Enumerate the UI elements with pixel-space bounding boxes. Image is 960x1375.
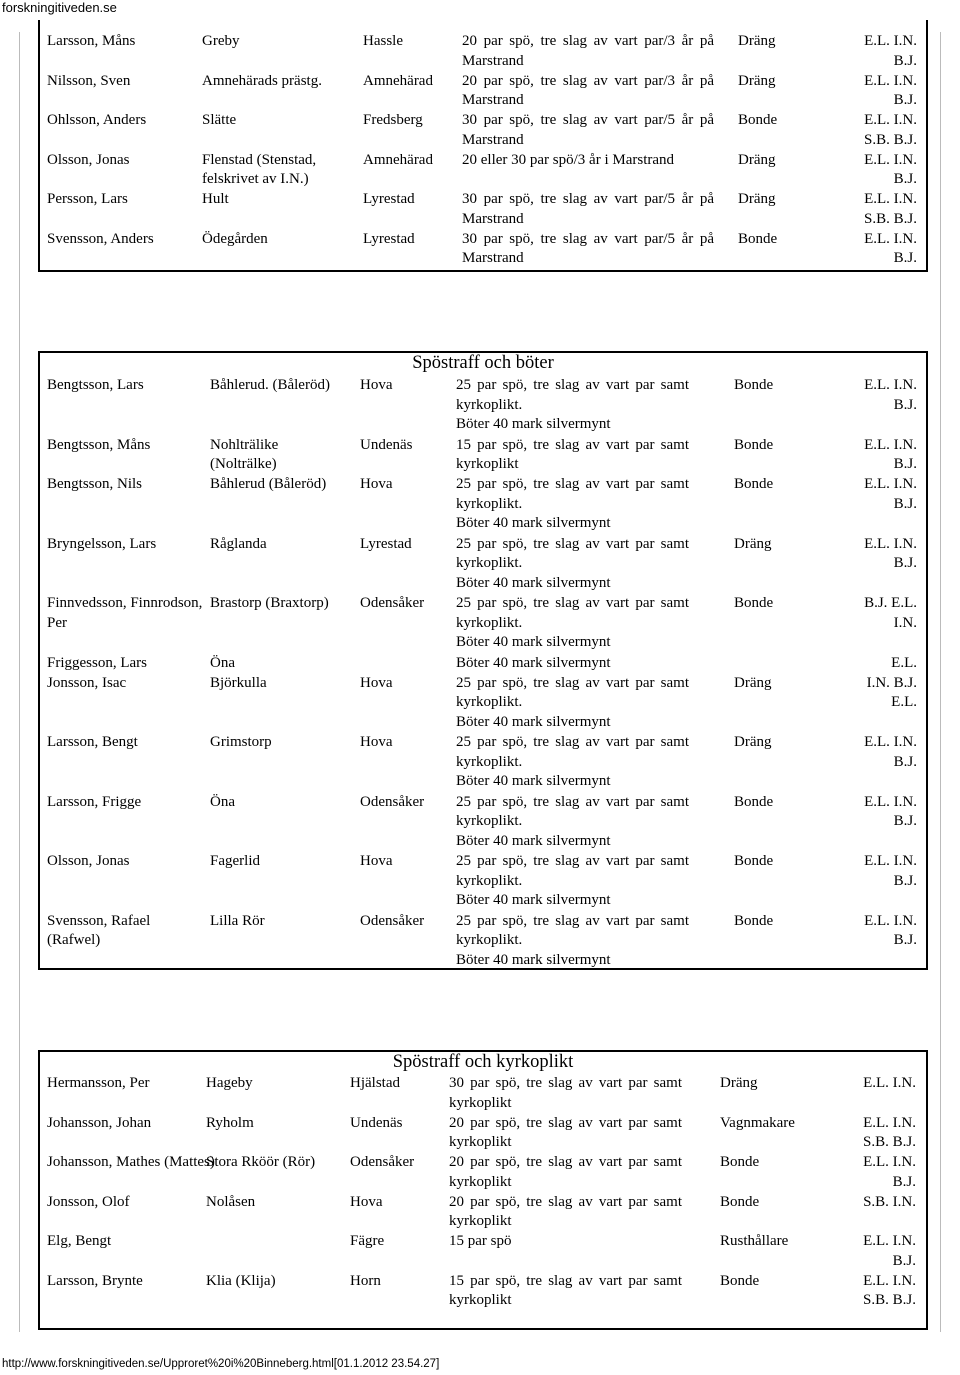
parish-name: Hassle — [363, 33, 403, 49]
source-ref: E.L. I.N. — [864, 151, 917, 168]
farm-name: Björkulla — [210, 674, 267, 691]
punishment-text: 15 par spö, tre slag av vart par samt kyrkoplikt — [449, 1272, 682, 1309]
person-name: Svensson, Anders — [47, 230, 154, 247]
occupation: Bonde — [734, 853, 774, 869]
parish-name: Lyrestad — [363, 191, 415, 207]
table-row — [40, 376, 926, 436]
table-row — [40, 852, 926, 912]
person-name: Jonsson, Olof — [47, 1193, 130, 1210]
source-ref: E.L. I.N. — [864, 72, 917, 89]
source-ref: S.B. B.J. — [864, 131, 917, 148]
occupation: Dräng — [734, 674, 772, 691]
parish-name: Fredsberg — [363, 112, 423, 128]
punishment-cell — [456, 733, 689, 792]
table-row — [40, 793, 926, 853]
source-refs — [858, 1114, 916, 1153]
table-row — [40, 733, 926, 793]
parish-name: Fägre — [350, 1233, 385, 1249]
source-refs — [857, 376, 917, 415]
occupation: Bonde — [734, 476, 774, 492]
source-ref: E.L. I.N. — [863, 1272, 916, 1289]
punishment-text: 30 par spö, tre slag av vart par/5 år på Marstrand — [462, 230, 714, 267]
punishment-cell — [456, 594, 689, 653]
occupation: Dräng — [738, 72, 776, 89]
person-name: Friggesson, Lars — [47, 654, 147, 671]
source-ref: B.J. — [893, 753, 917, 770]
source-ref: I.N. B.J. — [866, 674, 917, 691]
table-row — [40, 912, 926, 972]
punishment-text: 20 par spö, tre slag av vart par/3 år på Marstrand — [462, 33, 714, 69]
occupation: Bonde — [734, 912, 774, 929]
farm-name: Nolåsen — [206, 1193, 256, 1210]
table-row — [40, 1153, 926, 1193]
punishment-cell — [449, 1153, 682, 1192]
punishment-text: 20 par spö, tre slag av vart par/3 år på Marstrand — [462, 72, 714, 109]
occupation: Bonde — [738, 112, 778, 128]
source-refs — [857, 230, 917, 269]
source-refs — [857, 793, 917, 832]
source-refs — [857, 475, 917, 514]
farm-name: Båhlerud. (Båleröd) — [210, 377, 330, 393]
source-refs — [858, 1074, 916, 1094]
source-ref: B.J. — [893, 872, 917, 889]
source-refs — [857, 852, 917, 891]
person-name: Svensson, Rafael (Rafwel) — [47, 912, 151, 949]
punishment-cell — [456, 475, 689, 534]
punishment-cell — [462, 32, 714, 71]
table-row — [40, 475, 926, 535]
fine-text: Böter 40 mark silvermynt — [456, 515, 611, 532]
person-name: Ohlsson, Anders — [47, 112, 147, 128]
farm-name: Nohlträlike (Nolträlke) — [210, 436, 279, 473]
person-name: Elg, Bengt — [47, 1233, 112, 1249]
person-name: Bryngelsson, Lars — [47, 535, 157, 552]
person-name: Johansson, Mathes (Mattes) — [47, 1154, 215, 1170]
person-name: Hermansson, Per — [47, 1075, 150, 1091]
person-name: Larsson, Bengt — [47, 734, 138, 750]
source-ref: B.J. E.L. — [864, 595, 917, 611]
punishment-text: 25 par spö, tre slag av vart par samt kyrkoplikt. — [456, 595, 689, 631]
parish-name: Hova — [360, 476, 393, 492]
person-name: Persson, Lars — [47, 191, 128, 207]
farm-name: Slätte — [202, 112, 237, 128]
parish-name: Hova — [360, 853, 393, 869]
fine-text: Böter 40 mark silvermynt — [456, 773, 611, 790]
person-name: Olsson, Jonas — [47, 853, 130, 869]
punishment-cell — [456, 912, 689, 971]
farm-name: Lilla Rör — [210, 912, 265, 929]
table-row — [40, 151, 926, 191]
table-body — [40, 32, 926, 269]
person-name: Olsson, Jonas — [47, 151, 130, 168]
source-ref: B.J. — [893, 396, 917, 413]
parish-name: Amnehärad — [363, 72, 433, 89]
source-refs — [858, 1193, 916, 1213]
source-refs — [857, 654, 917, 674]
punishment-text: 20 par spö, tre slag av vart par samt kyrkoplikt — [449, 1114, 682, 1151]
farm-name: Grimstorp — [210, 734, 272, 750]
punishment-text: 25 par spö, tre slag av vart par samt kyrkoplikt. — [456, 912, 689, 949]
parish-name: Odensåker — [360, 595, 425, 611]
farm-name: Amnehärads prästg. — [202, 72, 322, 89]
punishment-text: 25 par spö, tre slag av vart par samt kyrkoplikt. — [456, 377, 689, 413]
source-ref: E.L. I.N. — [863, 1114, 916, 1131]
table-row — [40, 654, 926, 674]
punishment-text: 25 par spö, tre slag av vart par samt kyrkoplikt. — [456, 535, 689, 572]
table-spostraff-och-boter — [38, 351, 928, 970]
occupation: Dräng — [734, 734, 772, 750]
source-refs — [858, 1153, 916, 1192]
person-name: Bengtsson, Måns — [47, 436, 151, 453]
fine-text: Böter 40 mark silvermynt — [456, 951, 611, 968]
farm-name: Hageby — [206, 1075, 253, 1091]
source-ref: S.B. B.J. — [864, 210, 917, 227]
person-name: Larsson, Frigge — [47, 793, 142, 810]
source-refs — [857, 733, 917, 772]
farm-name: Greby — [202, 33, 240, 49]
table-marstrand — [38, 20, 928, 272]
occupation: Dräng — [738, 191, 776, 207]
punishment-cell — [456, 376, 689, 435]
table-spostraff-och-kyrkoplikt — [38, 1050, 928, 1330]
table-row — [40, 32, 926, 72]
parish-name: Undenäs — [350, 1114, 403, 1131]
occupation: Dräng — [720, 1075, 758, 1091]
page-edge-right — [940, 32, 941, 1332]
farm-name: Båhlerud (Båleröd) — [210, 476, 327, 492]
punishment-text: 25 par spö, tre slag av vart par samt kyrkoplikt. — [456, 734, 689, 770]
table-row — [40, 436, 926, 476]
source-ref: E.L. — [891, 654, 917, 671]
parish-name: Amnehärad — [363, 151, 433, 168]
punishment-cell — [462, 111, 714, 150]
source-ref: E.L. I.N. — [864, 230, 917, 247]
person-name: Finnvedsson, Finnrodson, Per — [47, 595, 203, 631]
person-name: Nilsson, Sven — [47, 72, 131, 89]
punishment-text: 20 par spö, tre slag av vart par samt kyrkoplikt — [449, 1193, 682, 1230]
parish-name: Hjälstad — [350, 1075, 400, 1091]
table-title: Spöstraff och kyrkoplikt — [392, 1052, 574, 1072]
punishment-cell — [456, 654, 689, 674]
source-ref: B.J. — [893, 92, 917, 109]
source-refs — [857, 151, 917, 190]
farm-name: Flenstad (Stenstad, felskrivet av I.N.) — [202, 151, 317, 188]
fine-text: Böter 40 mark silvermynt — [456, 574, 611, 591]
parish-name: Lyrestad — [363, 230, 415, 247]
source-ref: B.J. — [893, 456, 917, 473]
table-row — [40, 1074, 926, 1114]
source-ref: S.B. I.N. — [863, 1193, 916, 1210]
parish-name: Hova — [350, 1193, 383, 1210]
punishment-cell — [449, 1074, 682, 1113]
punishment-cell — [449, 1232, 682, 1252]
source-refs — [857, 535, 917, 574]
source-refs — [857, 436, 917, 475]
punishment-cell — [462, 151, 714, 171]
occupation: Bonde — [734, 793, 774, 810]
source-ref: E.L. I.N. — [864, 535, 917, 552]
source-ref: B.J. — [893, 932, 917, 949]
farm-name: Brastorp (Braxtorp) — [210, 595, 329, 611]
punishment-cell — [462, 72, 714, 111]
table-row — [40, 72, 926, 112]
farm-name: Klia (Klija) — [206, 1272, 276, 1289]
table-row — [40, 1232, 926, 1272]
source-ref: S.B. B.J. — [863, 1134, 916, 1151]
parish-name: Undenäs — [360, 436, 413, 453]
occupation: Bonde — [720, 1154, 760, 1170]
source-ref: E.L. — [891, 694, 917, 711]
punishment-cell — [449, 1193, 682, 1232]
source-url: http://www.forskningitiveden.se/Upproret%20i%20Binneberg.html[01.1.2012 23.54.27] — [2, 1358, 440, 1370]
source-ref: B.J. — [892, 1173, 916, 1190]
table-body — [40, 376, 926, 971]
parish-name: Lyrestad — [360, 535, 412, 552]
source-ref: E.L. I.N. — [864, 793, 917, 810]
person-name: Larsson, Brynte — [47, 1272, 143, 1289]
person-name: Johansson, Johan — [47, 1114, 152, 1131]
table-row — [40, 190, 926, 230]
farm-name: Hult — [202, 191, 229, 207]
punishment-cell — [462, 190, 714, 229]
occupation: Bonde — [720, 1193, 760, 1210]
source-refs — [857, 912, 917, 951]
punishment-cell — [456, 535, 689, 594]
punishment-cell — [456, 793, 689, 852]
occupation: Bonde — [734, 377, 774, 393]
source-ref: I.N. — [893, 614, 917, 631]
occupation: Bonde — [734, 595, 774, 611]
parish-name: Odensåker — [360, 793, 425, 810]
source-ref: E.L. I.N. — [864, 377, 917, 393]
occupation: Dräng — [738, 33, 776, 49]
punishment-text: 25 par spö, tre slag av vart par samt kyrkoplikt. — [456, 853, 689, 889]
source-refs — [857, 190, 917, 229]
person-name: Bengtsson, Nils — [47, 476, 143, 492]
source-ref: E.L. I.N. — [864, 734, 917, 750]
source-ref: S.B. B.J. — [863, 1292, 916, 1309]
page-edge-left — [19, 32, 20, 1332]
source-ref: B.J. — [893, 495, 917, 512]
punishment-text: 15 par spö, tre slag av vart par samt kyrkoplikt — [456, 436, 689, 473]
punishment-cell — [449, 1114, 682, 1153]
source-refs — [858, 1272, 916, 1311]
punishment-text: 25 par spö, tre slag av vart par samt kyrkoplikt. — [456, 793, 689, 830]
source-refs — [857, 32, 917, 71]
person-name: Bengtsson, Lars — [47, 377, 144, 393]
parish-name: Horn — [350, 1272, 381, 1289]
source-ref: E.L. I.N. — [863, 1075, 916, 1091]
punishment-cell — [456, 674, 689, 733]
table-row — [40, 1272, 926, 1312]
occupation: Dräng — [738, 151, 776, 168]
occupation: Bonde — [738, 230, 778, 247]
occupation: Rusthållare — [720, 1233, 789, 1249]
table-body — [40, 1074, 926, 1311]
parish-name: Hova — [360, 674, 393, 691]
punishment-cell — [462, 230, 714, 269]
fine-text: Böter 40 mark silvermynt — [456, 892, 611, 909]
punishment-text: 25 par spö, tre slag av vart par samt kyrkoplikt. — [456, 476, 689, 512]
farm-name: Stora Rköör (Rör) — [206, 1154, 316, 1170]
punishment-text: 25 par spö, tre slag av vart par samt kyrkoplikt. — [456, 674, 689, 711]
fine-text: Böter 40 mark silvermynt — [456, 654, 611, 671]
parish-name: Hova — [360, 734, 393, 750]
punishment-cell — [449, 1272, 682, 1311]
source-ref: E.L. I.N. — [863, 1154, 916, 1170]
table-row — [40, 1114, 926, 1154]
source-ref: E.L. I.N. — [864, 191, 917, 207]
source-refs — [858, 1232, 916, 1271]
farm-name: Fagerlid — [210, 853, 260, 869]
farm-name: Ryholm — [206, 1114, 254, 1131]
source-ref: B.J. — [893, 171, 917, 188]
farm-name: Öna — [210, 654, 235, 671]
source-ref: E.L. I.N. — [863, 1233, 916, 1249]
occupation: Bonde — [720, 1272, 760, 1289]
source-ref: E.L. I.N. — [864, 912, 917, 929]
punishment-text: 30 par spö, tre slag av vart par samt kyrkoplikt — [449, 1075, 682, 1111]
source-ref: E.L. I.N. — [864, 476, 917, 492]
table-row — [40, 674, 926, 734]
source-ref: E.L. I.N. — [864, 853, 917, 869]
fine-text: Böter 40 mark silvermynt — [456, 416, 611, 433]
parish-name: Odensåker — [350, 1154, 415, 1170]
farm-name: Råglanda — [210, 535, 267, 552]
farm-name: Ödegården — [202, 230, 268, 247]
source-ref: B.J. — [893, 813, 917, 830]
source-ref: E.L. I.N. — [864, 33, 917, 49]
source-refs — [857, 674, 917, 713]
source-ref: B.J. — [893, 250, 917, 267]
occupation: Vagnmakare — [720, 1114, 795, 1131]
source-refs — [857, 594, 917, 633]
table-row — [40, 1193, 926, 1233]
punishment-text: 20 eller 30 par spö/3 år i Marstrand — [462, 151, 675, 168]
punishment-text: 30 par spö, tre slag av vart par/5 år på Marstrand — [462, 191, 714, 227]
source-ref: B.J. — [892, 1252, 916, 1269]
table-row — [40, 230, 926, 270]
farm-name: Öna — [210, 793, 235, 810]
source-ref: E.L. I.N. — [864, 436, 917, 453]
punishment-cell — [456, 852, 689, 911]
punishment-text: 30 par spö, tre slag av vart par/5 år på Marstrand — [462, 112, 714, 148]
table-title: Spöstraff och böter — [412, 353, 554, 373]
source-ref: E.L. I.N. — [864, 112, 917, 128]
punishment-cell — [456, 436, 689, 475]
fine-text: Böter 40 mark silvermynt — [456, 832, 611, 849]
site-header: forskningitiveden.se — [2, 0, 117, 15]
occupation: Bonde — [734, 436, 774, 453]
source-refs — [857, 111, 917, 150]
fine-text: Böter 40 mark silvermynt — [456, 634, 611, 651]
table-row — [40, 111, 926, 151]
source-ref: B.J. — [893, 555, 917, 572]
punishment-text: 20 par spö, tre slag av vart par samt kyrkoplikt — [449, 1154, 682, 1190]
source-ref: B.J. — [893, 52, 917, 69]
occupation: Dräng — [734, 535, 772, 552]
person-name: Jonsson, Isac — [47, 674, 127, 691]
person-name: Larsson, Måns — [47, 33, 136, 49]
source-refs — [857, 72, 917, 111]
punishment-text: 15 par spö — [449, 1233, 512, 1249]
parish-name: Odensåker — [360, 912, 425, 929]
table-row — [40, 594, 926, 654]
fine-text: Böter 40 mark silvermynt — [456, 713, 611, 730]
parish-name: Hova — [360, 377, 393, 393]
table-row — [40, 535, 926, 595]
